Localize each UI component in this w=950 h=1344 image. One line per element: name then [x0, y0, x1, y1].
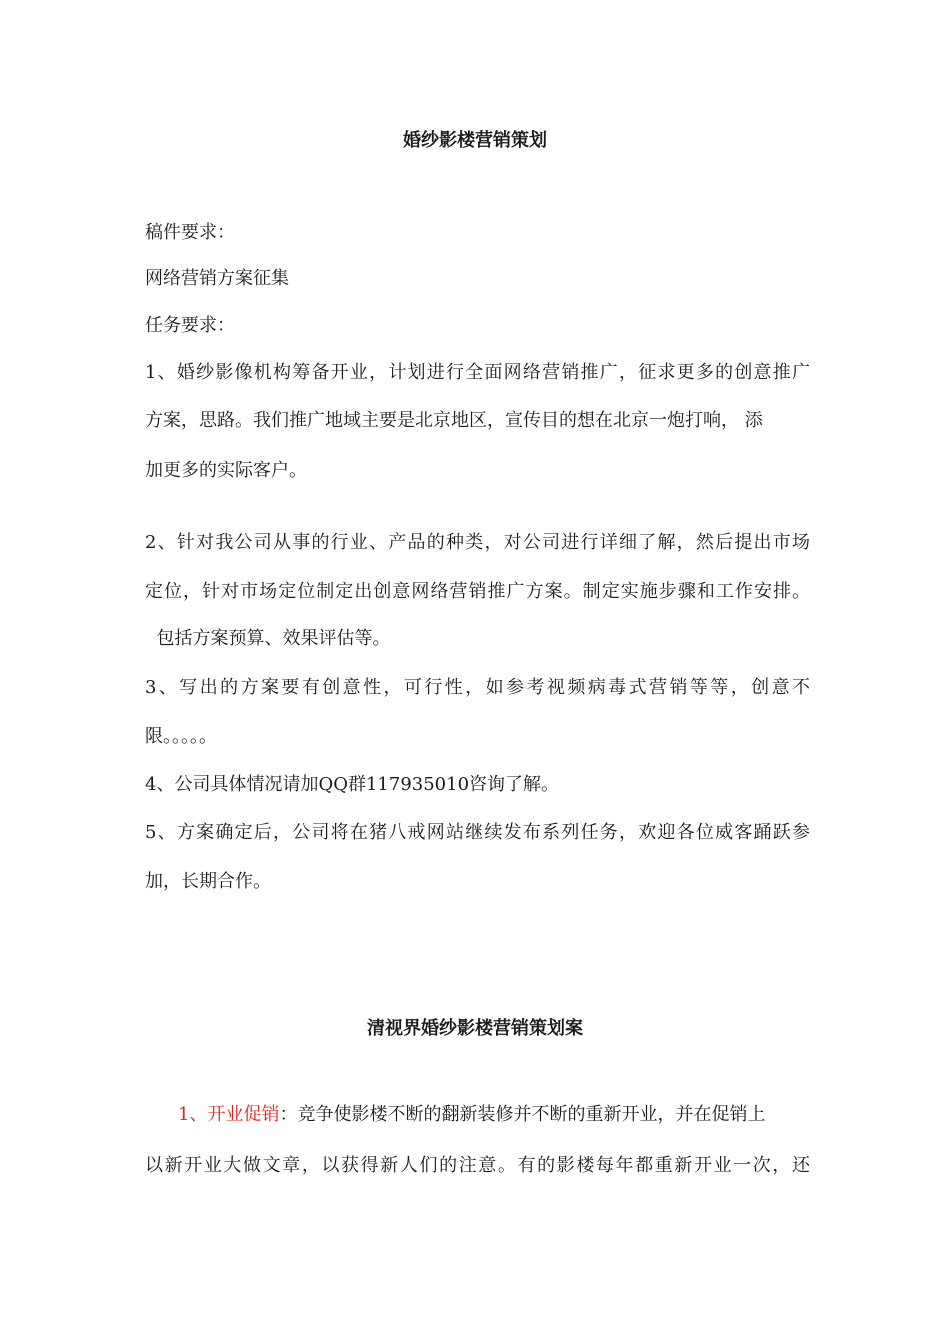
paragraph-line: 方案，思路。我们推广地域主要是北京地区，宣传目的想在北京一炮打响， 添	[145, 410, 763, 431]
highlight-label: 1、开业促销	[178, 1104, 280, 1125]
paragraph-line: 以新开业大做文章，以获得新人们的注意。有的影楼每年都重新开业一次，还	[145, 1155, 810, 1176]
paragraph-line: 限。。。。。	[145, 726, 217, 747]
paragraph-line: 网络营销方案征集	[145, 268, 289, 289]
paragraph-line: 定位，针对市场定位制定出创意网络营销推广方案。制定实施步骤和工作安排。	[145, 581, 810, 602]
paragraph-line: 1、婚纱影像机构筹备开业，计划进行全面网络营销推广，征求更多的创意推广	[145, 362, 810, 383]
paragraph-line: 4、公司具体情况请加QQ群117935010咨询了解。	[145, 774, 560, 795]
paragraph-line: 3、写出的方案要有创意性，可行性，如参考视频病毒式营销等等，创意不	[145, 677, 810, 698]
paragraph-line: 任务要求：	[145, 315, 235, 336]
paragraph-line	[178, 1103, 810, 1127]
paragraph-text: ：竞争使影楼不断的翻新装修并不断的重新开业，并在促销上	[279, 1104, 766, 1125]
paragraph-line: 加，长期合作。	[145, 871, 271, 892]
document-title: 婚纱影楼营销策划	[403, 130, 547, 151]
section-title: 清视界婚纱影楼营销策划案	[367, 1018, 583, 1039]
paragraph-line: 5、方案确定后，公司将在猪八戒网站继续发布系列任务，欢迎各位威客踊跃参	[145, 822, 810, 843]
paragraph-line: 2、针对我公司从事的行业、产品的种类，对公司进行详细了解，然后提出市场	[145, 532, 810, 553]
paragraph-line: 加更多的实际客户。	[145, 460, 307, 481]
paragraph-line: 包括方案预算、效果评估等。	[145, 628, 391, 649]
paragraph-line: 稿件要求：	[145, 222, 235, 243]
